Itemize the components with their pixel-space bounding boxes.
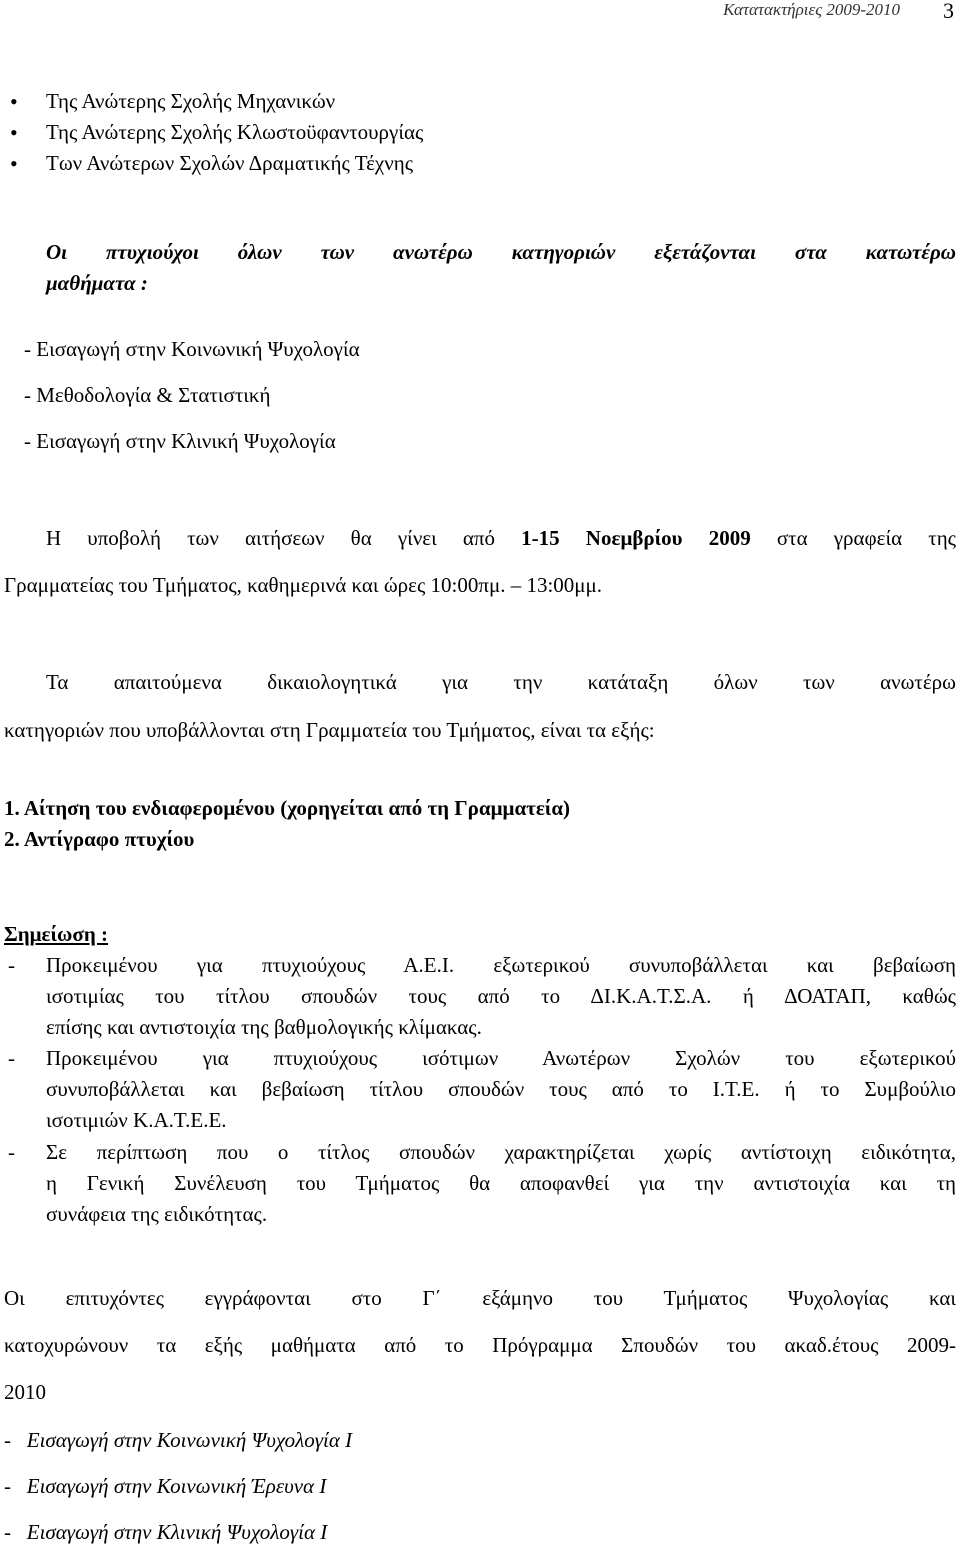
closing-line-2: κατοχυρώνουν τα εξής μαθήματα από το Πρόγραμμα Σπουδών του ακαδ.έτους 2009-	[4, 1333, 956, 1357]
credited-course: - Εισαγωγή στην Κλινική Ψυχολογία Ι	[4, 1520, 328, 1544]
list-item: • Της Ανώτερης Σχολής Κλωστοϋφαντουργίας	[10, 117, 423, 148]
schools-list	[10, 86, 423, 179]
note-item-1: - Προκειμένου για πτυχιούχους Α.Ε.Ι. εξωτερικού συνυποβάλλεται και βεβαίωση ισοτιμίας του τίτλου σπουδών τους από το ΔΙ.Κ.Α.Τ.Σ.Α. ή ΔΟΑΤΑΠ, καθώς επίσης και αντιστοιχία της βαθμολογικής κλίμακας.	[8, 953, 956, 1039]
submission-line-2: Γραμματείας του Τμήματος, καθημερινά και ώρες 10:00πμ. – 13:00μμ.	[4, 573, 603, 597]
submission-dates: 1-15 Νοεμβρίου 2009	[521, 526, 751, 550]
running-header: Κατατακτήριες 2009-2010	[723, 0, 900, 19]
documents-intro-line-1: Τα απαιτούμενα δικαιολογητικά για την κατάταξη όλων των ανωτέρω	[46, 670, 956, 694]
note-item-2: - Προκειμένου για πτυχιούχους ισότιμων Ανωτέρων Σχολών του εξωτερικού συνυποβάλλεται και βεβαίωση τίτλου σπουδών τους από το Ι.Τ.Ε. ή το Συμβούλιο ισοτιμιών Κ.Α.Τ.Ε.Ε.	[8, 1046, 956, 1132]
page-number: 3	[943, 0, 954, 23]
credited-course: - Εισαγωγή στην Κοινωνική Έρευνα Ι	[4, 1474, 327, 1498]
exam-course: - Εισαγωγή στην Κλινική Ψυχολογία	[24, 429, 336, 453]
document-item: 2. Αντίγραφο πτυχίου	[4, 827, 195, 851]
list-item: • Της Ανώτερης Σχολής Μηχανικών	[10, 86, 423, 117]
exam-intro-line-2: μαθήματα :	[46, 271, 148, 295]
closing-line-3: 2010	[4, 1380, 46, 1404]
exam-intro-line-1: Οι πτυχιούχοι όλων των ανωτέρω κατηγοριών εξετάζονται στα κατωτέρω	[46, 240, 956, 264]
list-item: • Των Ανώτερων Σχολών Δραματικής Τέχνης	[10, 148, 423, 179]
note-item-3: - Σε περίπτωση που ο τίτλος σπουδών χαρακτηρίζεται χωρίς αντίστοιχη ειδικότητα, η Γενική Συνέλευση του Τμήματος θα αποφανθεί για την αντιστοιχία και τη συνάφεια της ειδικότητας.	[8, 1140, 956, 1226]
exam-course: - Εισαγωγή στην Κοινωνική Ψυχολογία	[24, 337, 360, 361]
documents-intro-line-2: κατηγοριών που υποβάλλονται στη Γραμματεία του Τμήματος, είναι τα εξής:	[4, 718, 655, 742]
credited-course: - Εισαγωγή στην Κοινωνική Ψυχολογία Ι	[4, 1428, 353, 1452]
exam-course: - Μεθοδολογία & Στατιστική	[24, 383, 271, 407]
submission-line-1: Η υποβολή των αιτήσεων θα γίνει από 1-15 Νοεμβρίου 2009 στα γραφεία της	[46, 526, 956, 550]
document-item: 1. Αίτηση του ενδιαφερομένου (χορηγείται από τη Γραμματεία)	[4, 796, 571, 820]
closing-line-1: Οι επιτυχόντες εγγράφονται στο Γ΄ εξάμηνο του Τμήματος Ψυχολογίας και	[4, 1286, 956, 1310]
note-title: Σημείωση :	[4, 922, 108, 946]
